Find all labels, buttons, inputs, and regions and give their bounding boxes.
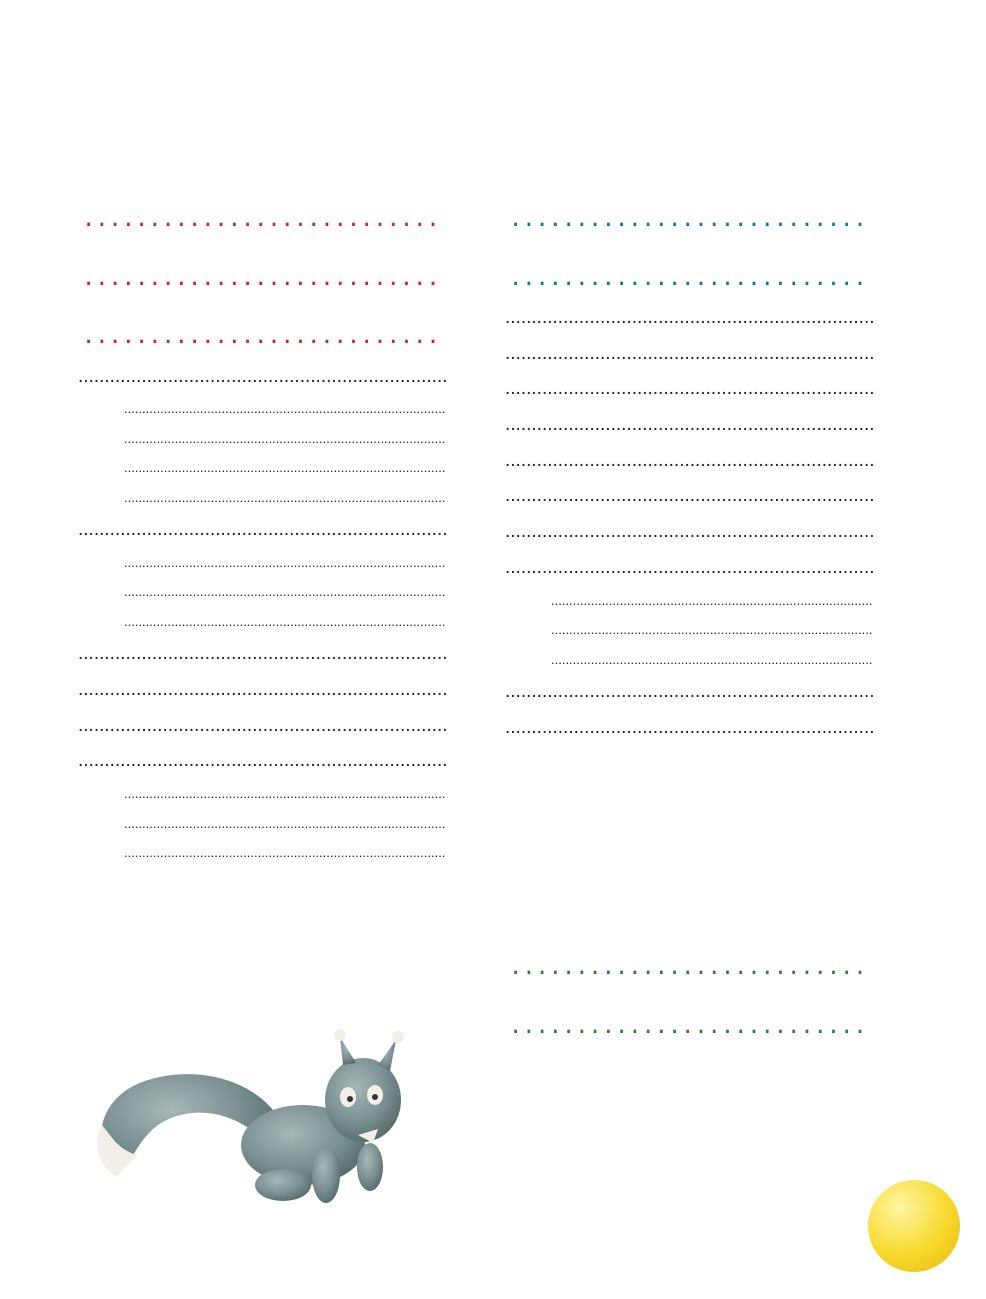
toc-heading-characters[interactable] (503, 263, 875, 295)
toc-subitem[interactable] (503, 645, 875, 675)
toc-subitem[interactable] (76, 453, 448, 483)
toc-item[interactable] (503, 514, 875, 550)
toc-item[interactable] (76, 708, 448, 744)
toc-subitem[interactable] (76, 838, 448, 868)
toc-left-column (76, 204, 448, 868)
toc-subitem[interactable] (503, 586, 875, 616)
toc-item[interactable] (76, 359, 448, 395)
toc-subitem[interactable] (76, 779, 448, 809)
toc-item[interactable] (503, 674, 875, 710)
toc-item[interactable] (503, 371, 875, 407)
toc-item[interactable] (503, 443, 875, 479)
toc-left-items (76, 359, 448, 868)
toc-right-bottom (503, 952, 875, 1042)
toc-subitem[interactable] (503, 615, 875, 645)
toc-subitem[interactable] (76, 607, 448, 637)
page-number-badge (868, 1180, 960, 1272)
toc-subitem[interactable] (76, 548, 448, 578)
toc-item[interactable] (503, 407, 875, 443)
toc-heading-authors[interactable] (76, 263, 448, 295)
top-ball-border (0, 0, 986, 70)
toc-heading-materials[interactable] (76, 321, 448, 353)
toc-item[interactable] (76, 672, 448, 708)
toc-heading-comic-story[interactable] (76, 204, 448, 236)
toc-subitem[interactable] (76, 483, 448, 513)
plasticine-squirrel-illustration (78, 1025, 418, 1225)
toc-item[interactable] (503, 336, 875, 372)
toc-item[interactable] (76, 743, 448, 779)
toc-heading-beginning[interactable] (503, 204, 875, 236)
toc-subitem[interactable] (76, 424, 448, 454)
toc-item[interactable] (503, 478, 875, 514)
toc-heading-afterword[interactable] (503, 1011, 875, 1043)
toc-item[interactable] (503, 300, 875, 336)
toc-item[interactable] (503, 710, 875, 746)
toc-subitem[interactable] (76, 809, 448, 839)
toc-subitem[interactable] (76, 394, 448, 424)
toc-item[interactable] (76, 636, 448, 672)
toc-item[interactable] (503, 550, 875, 586)
toc-right-column (503, 204, 875, 745)
toc-right-items (503, 300, 875, 745)
toc-heading-comic-transform[interactable] (503, 952, 875, 984)
toc-item[interactable] (76, 512, 448, 548)
toc-subitem[interactable] (76, 577, 448, 607)
